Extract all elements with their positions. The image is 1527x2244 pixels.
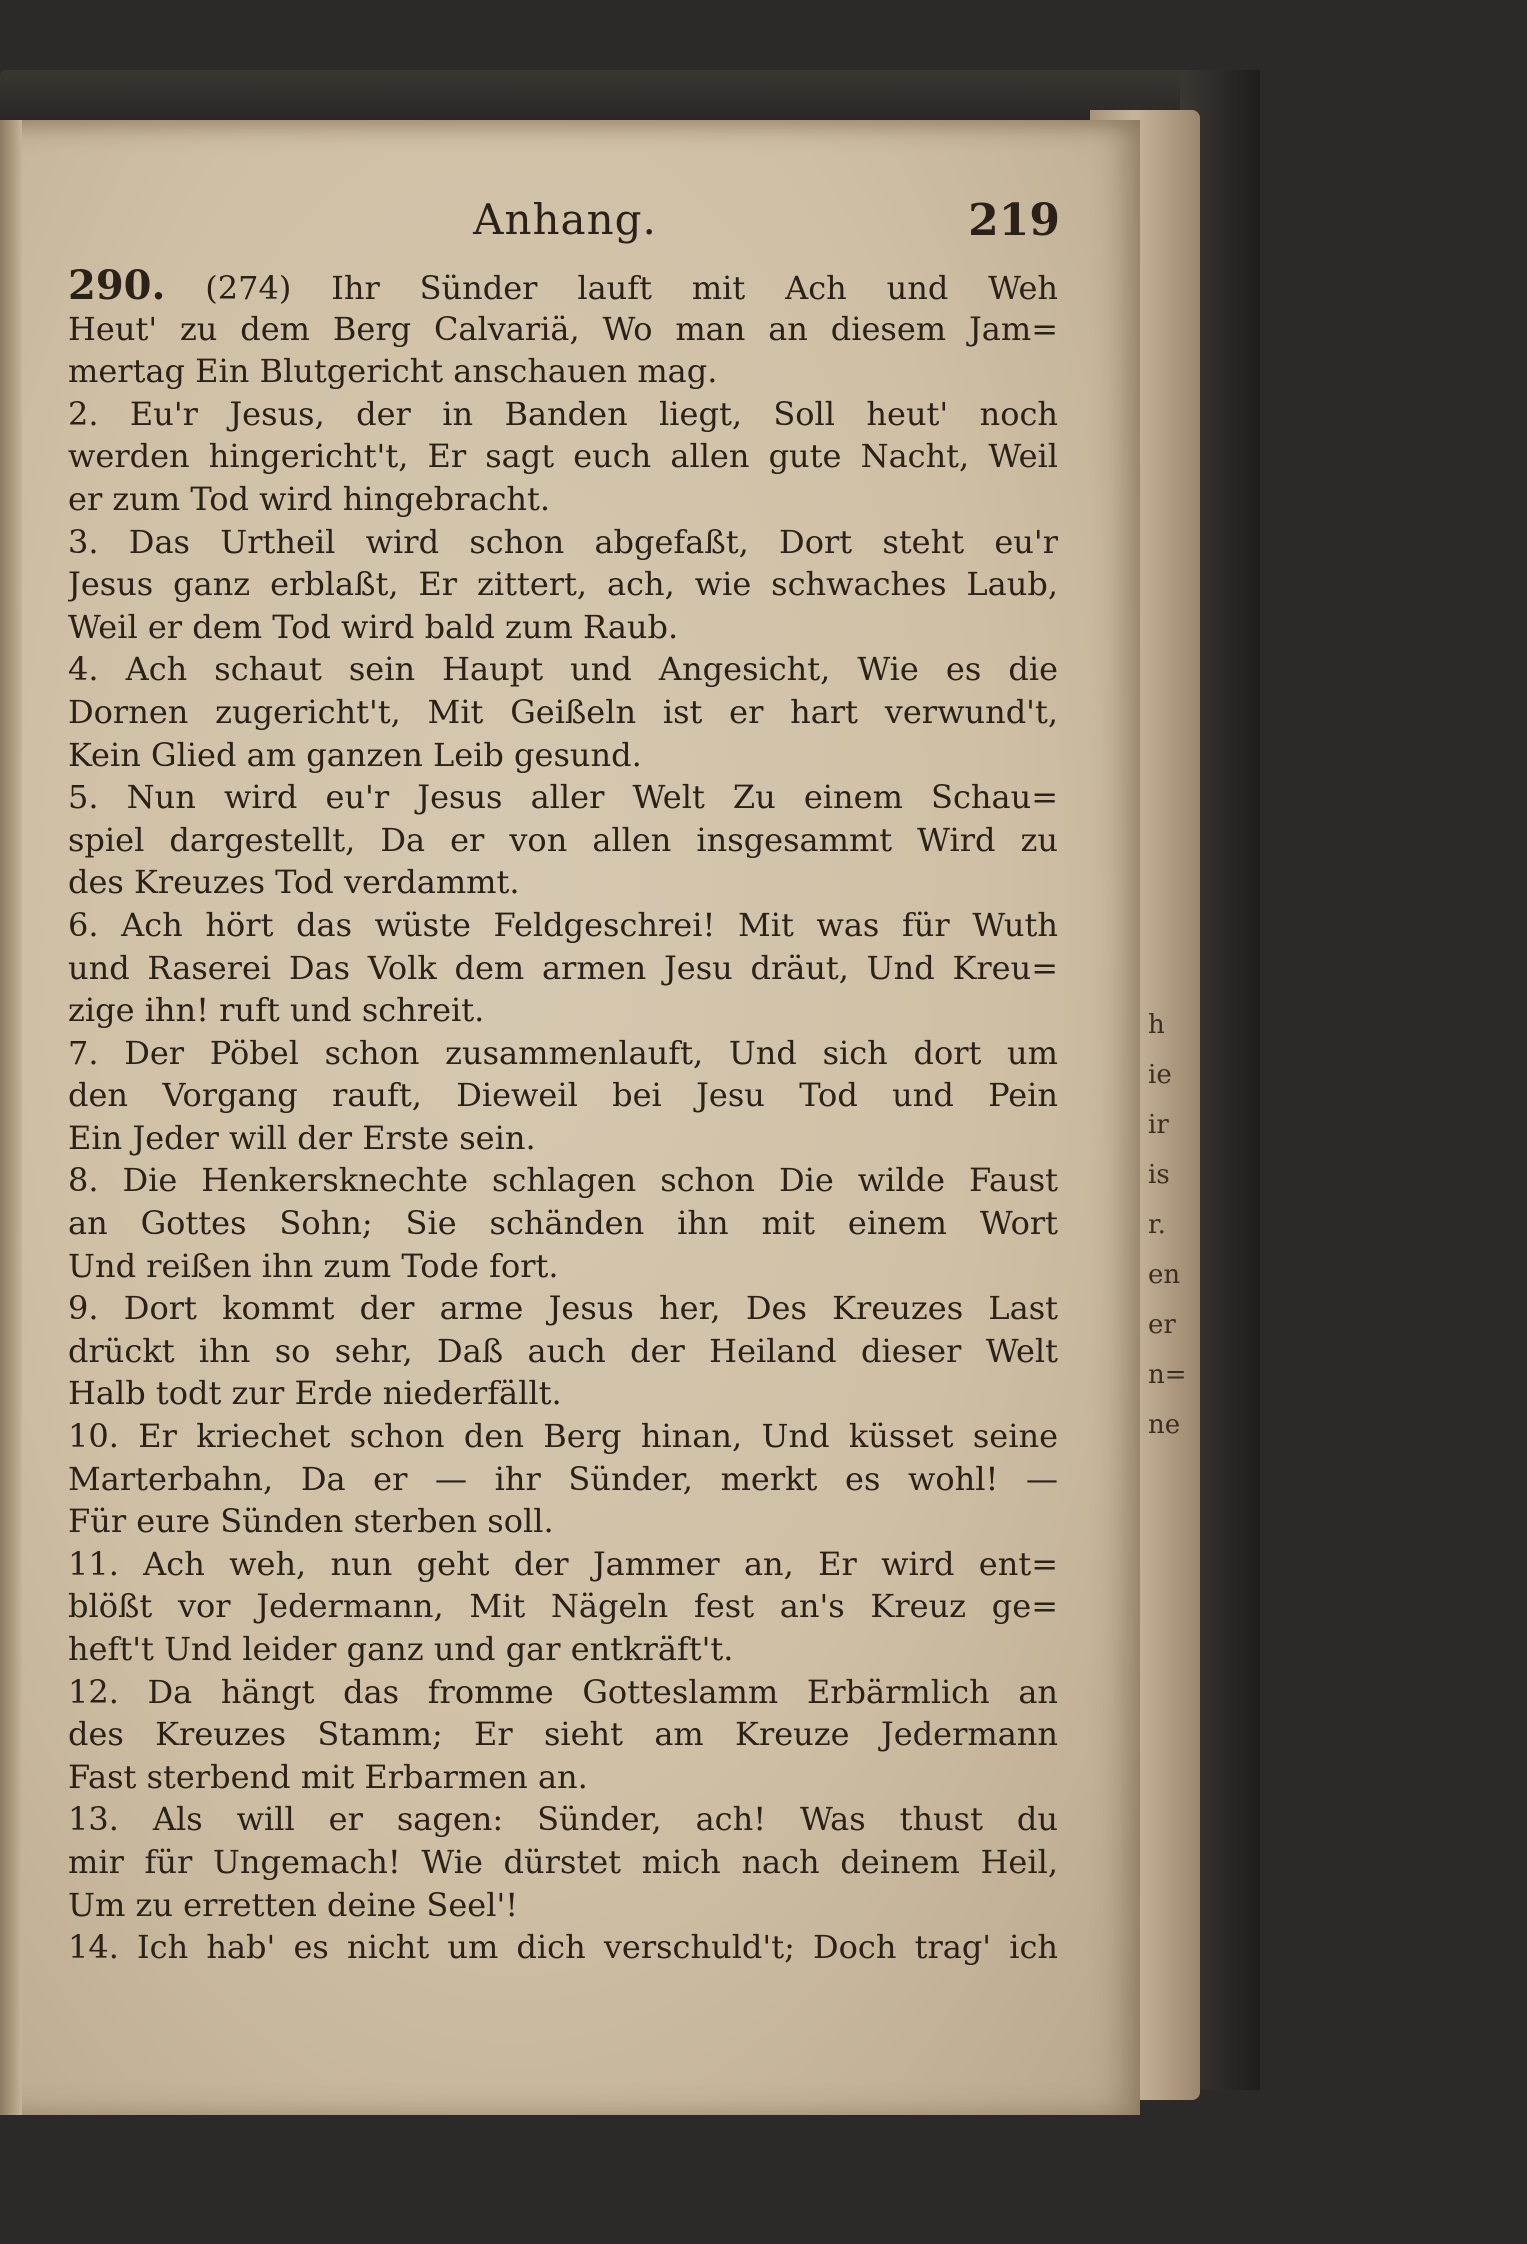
text-line: Weil er dem Tod wird bald zum Raub.	[68, 607, 679, 646]
text-line: Für eure Sünden sterben soll.	[68, 1502, 554, 1541]
text-line: spiel dargestellt, Da er von allen insgesammt Wird zu	[68, 820, 1058, 859]
page-header	[70, 195, 1060, 255]
edge-fragment: is	[1148, 1160, 1170, 1190]
text-line: 8. Die Henkersknechte schlagen schon Die wilde Faust	[68, 1161, 1058, 1200]
text-line: an Gottes Sohn; Sie schänden ihn mit einem Wort	[68, 1204, 1058, 1243]
text-line: Fast sterbend mit Erbarmen an.	[68, 1757, 588, 1796]
page-gutter	[0, 120, 22, 2115]
text-line: und Raserei Das Volk dem armen Jesu dräut, Und Kreu=	[68, 948, 1058, 987]
text-line: 12. Da hängt das fromme Gotteslamm Erbärmlich an	[68, 1672, 1058, 1711]
text-line: heft't Und leider ganz und gar entkräft't.	[68, 1630, 734, 1668]
text-line: Jesus ganz erblaßt, Er zittert, ach, wie schwaches Laub,	[68, 565, 1058, 604]
edge-fragment: ie	[1148, 1060, 1172, 1090]
text-line: Dornen zugericht't, Mit Geißeln ist er hart verwund't,	[68, 692, 1058, 731]
text-line: zige ihn! ruft und schreit.	[68, 991, 485, 1030]
hymn-number: 290.	[68, 265, 166, 308]
text-line: den Vorgang rauft, Dieweil bei Jesu Tod und Pein	[68, 1076, 1058, 1115]
text-line: 9. Dort kommt der arme Jesus her, Des Kreuzes Last	[68, 1289, 1058, 1328]
text-line: Und reißen ihn zum Tode fort.	[68, 1246, 559, 1285]
text-line: 4. Ach schaut sein Haupt und Angesicht, Wie es die	[68, 650, 1058, 689]
edge-fragment: r.	[1148, 1210, 1166, 1240]
edge-fragment: en	[1148, 1260, 1181, 1290]
hymn-text	[68, 265, 1058, 1969]
edge-fragment: h	[1148, 1010, 1165, 1040]
hymn-first-line	[68, 265, 1058, 308]
text-line: mir für Ungemach! Wie dürstet mich nach deinem Heil,	[68, 1842, 1058, 1881]
text-line: 6. Ach hört das wüste Feldgeschrei! Mit was für Wuth	[68, 905, 1058, 944]
text-line: des Kreuzes Stamm; Er sieht am Kreuze Jedermann	[68, 1715, 1058, 1754]
text-line: 11. Ach weh, nun geht der Jammer an, Er wird ent=	[68, 1544, 1058, 1583]
text-line: Ein Jeder will der Erste sein.	[68, 1118, 536, 1157]
text-line: Um zu erretten deine Seel'!	[68, 1885, 519, 1924]
text-line: blößt vor Jedermann, Mit Nägeln fest an's Kreuz ge=	[68, 1587, 1058, 1626]
text-line: 7. Der Pöbel schon zusammenlauft, Und sich dort um	[68, 1033, 1058, 1072]
hymn-first-line-text: (274) Ihr Sünder lauft mit Ach und Weh	[205, 269, 1058, 307]
text-line: er zum Tod wird hingebracht.	[68, 479, 551, 518]
text-line: Marterbahn, Da er — ihr Sünder, merkt es wohl! —	[68, 1459, 1058, 1498]
text-line: 2. Eu'r Jesus, der in Banden liegt, Soll heut' noch	[68, 394, 1058, 433]
edge-fragment: n=	[1148, 1360, 1187, 1390]
adjacent-page-letters	[1148, 1000, 1194, 1450]
text-line: Halb todt zur Erde niederfällt.	[68, 1374, 562, 1413]
edge-fragment: ir	[1148, 1110, 1169, 1140]
text-line: mertag Ein Blutgericht anschauen mag.	[68, 352, 718, 391]
edge-fragment: ne	[1148, 1410, 1181, 1440]
text-line: 10. Er kriechet schon den Berg hinan, Und küsset seine	[68, 1417, 1058, 1456]
text-line: 5. Nun wird eu'r Jesus aller Welt Zu einem Schau=	[68, 778, 1058, 817]
text-line: drückt ihn so sehr, Daß auch der Heiland dieser Welt	[68, 1331, 1058, 1370]
text-line: Heut' zu dem Berg Calvariä, Wo man an diesem Jam=	[68, 309, 1058, 348]
page-number: 219	[968, 195, 1060, 246]
running-title: Anhang.	[473, 195, 657, 244]
text-line: 3. Das Urtheil wird schon abgefaßt, Dort steht eu'r	[68, 522, 1058, 561]
text-line: Kein Glied am ganzen Leib gesund.	[68, 735, 642, 774]
edge-fragment: er	[1148, 1310, 1176, 1340]
text-line: 13. Als will er sagen: Sünder, ach! Was thust du	[68, 1800, 1058, 1839]
text-line: 14. Ich hab' es nicht um dich verschuld't; Doch trag' ich	[68, 1928, 1058, 1967]
text-line: werden hingericht't, Er sagt euch allen gute Nacht, Weil	[68, 437, 1058, 476]
text-line: des Kreuzes Tod verdammt.	[68, 863, 520, 902]
